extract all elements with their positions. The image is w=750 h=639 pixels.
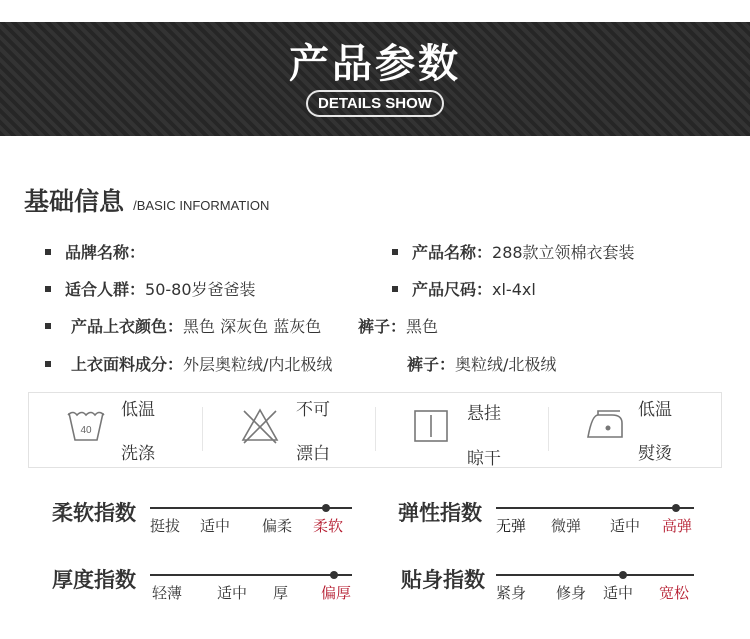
page-title: 产品参数 (289, 41, 461, 87)
section-subtitle: /BASIC INFORMATION (133, 198, 270, 213)
info-label: 产品尺码： (412, 280, 493, 299)
scale-track (496, 507, 694, 509)
info-item-top-color (45, 314, 321, 337)
scale-label: 轻薄 (152, 584, 183, 602)
care-text-2: 熨烫 (638, 444, 672, 464)
info-label: 裤子： (358, 317, 407, 336)
scale-label-selected: 高弹 (662, 517, 693, 535)
hang-dry-icon (413, 409, 449, 443)
care-text-1: 低温 (638, 400, 672, 420)
no-bleach-icon (240, 407, 280, 445)
info-value: 外层奥粒绒/内北极绒 (183, 355, 333, 374)
scale-marker (330, 571, 338, 579)
care-item-wash (29, 393, 202, 467)
bullet-icon (392, 249, 398, 255)
info-value: 黑色 深灰色 蓝灰色 (183, 317, 322, 336)
scale-title: 柔软指数 (52, 501, 136, 525)
bullet-icon (45, 286, 51, 292)
info-item-audience (45, 277, 256, 300)
care-text-2: 晾干 (467, 449, 501, 469)
care-text-2: 漂白 (296, 444, 330, 464)
iron-low-icon (584, 409, 626, 441)
scale-label: 挺拔 (150, 517, 181, 535)
scale-marker (619, 571, 627, 579)
scale-marker (672, 504, 680, 512)
scale-track (150, 574, 352, 576)
wash-40-icon (67, 409, 105, 443)
info-value: 288款立领棉衣套装 (492, 243, 635, 262)
care-text-2: 洗涤 (121, 444, 155, 464)
info-label: 适合人群： (65, 280, 146, 299)
info-value: xl-4xl (492, 280, 536, 299)
bullet-icon (45, 249, 51, 255)
scale-label: 适中 (603, 584, 634, 602)
care-item-bleach (202, 393, 375, 467)
info-value: 奥粒绒/北极绒 (455, 355, 557, 374)
scale-label: 适中 (217, 584, 248, 602)
care-text-1: 不可 (296, 400, 330, 420)
info-value: 黑色 (406, 317, 439, 336)
info-label: 上衣面料成分： (71, 355, 184, 374)
info-label: 产品名称： (412, 243, 493, 262)
info-label: 品牌名称： (65, 243, 146, 262)
section-heading (24, 182, 269, 218)
scale-label-selected: 柔软 (313, 517, 344, 535)
care-text-1: 低温 (121, 400, 155, 420)
info-label: 裤子： (407, 355, 456, 374)
scale-label: 厚 (273, 584, 289, 602)
info-item-pants-color (358, 314, 438, 337)
info-item-product-name (392, 240, 635, 263)
scale-label: 紧身 (496, 584, 527, 602)
scale-label: 适中 (200, 517, 231, 535)
care-item-dry (375, 393, 548, 467)
scale-title: 弹性指数 (398, 501, 482, 525)
care-instructions (28, 392, 722, 468)
header-banner (0, 22, 750, 136)
details-show-badge: DETAILS SHOW (306, 90, 444, 117)
scale-track (496, 574, 694, 576)
scale-label: 微弹 (551, 517, 582, 535)
scale-label-selected: 宽松 (659, 584, 690, 602)
scale-label: 偏柔 (262, 517, 293, 535)
bullet-icon (45, 323, 51, 329)
scale-label: 修身 (556, 584, 587, 602)
scale-marker (322, 504, 330, 512)
info-label: 产品上衣颜色： (71, 317, 184, 336)
scale-title: 贴身指数 (401, 568, 485, 592)
section-title: 基础信息 (24, 187, 125, 216)
scale-title: 厚度指数 (52, 568, 136, 592)
info-item-size (392, 277, 536, 300)
info-item-brand (45, 240, 145, 263)
bullet-icon (392, 286, 398, 292)
svg-text:40: 40 (80, 425, 92, 436)
care-text-1: 悬挂 (467, 404, 501, 424)
bullet-icon (45, 361, 51, 367)
info-item-pants-fabric (407, 352, 556, 375)
scale-label-selected: 偏厚 (321, 584, 352, 602)
scale-label: 适中 (610, 517, 641, 535)
care-item-iron (548, 393, 721, 467)
info-item-top-fabric (45, 352, 332, 375)
scale-label: 无弹 (496, 517, 527, 535)
info-value: 50-80岁爸爸装 (145, 280, 256, 299)
